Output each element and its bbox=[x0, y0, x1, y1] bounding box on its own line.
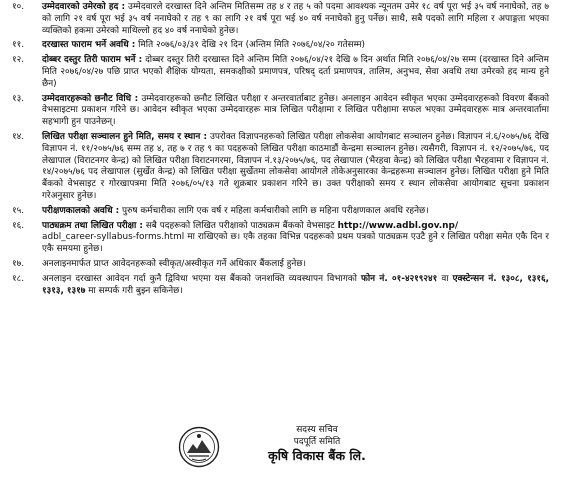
item-number: १६. bbox=[12, 220, 25, 231]
item-number: १०. bbox=[12, 2, 25, 12]
item-heading: उम्मेदवारहरूको छनौट विधि : bbox=[42, 93, 139, 104]
notice-item-15 bbox=[12, 206, 549, 218]
notice-item-17 bbox=[12, 259, 549, 271]
item-heading: परीक्षणकालको अवधि : bbox=[42, 205, 120, 216]
notice-item-12 bbox=[12, 55, 549, 90]
item-heading: उम्मेदवारको उमेरको हद : bbox=[42, 2, 126, 12]
item-text: मिति २०७६/०३/३१ देखि २१ दिन (अन्तिम मिति २०७६/०४/२० गतेसम्म) bbox=[138, 40, 366, 51]
item-text-or: वा bbox=[441, 273, 449, 284]
item-number: १४. bbox=[12, 131, 25, 142]
bank-seal-logo-icon bbox=[178, 426, 220, 468]
item-heading: लिखित परीक्षा सञ्चालन हुने मिति, समय र स्थान : bbox=[42, 131, 208, 142]
item-number: १३. bbox=[12, 93, 25, 104]
item-text-after: मा सम्पर्क गरी बुझ्न सकिनेछ। bbox=[88, 285, 183, 296]
item-text: अनलाइन दरखास्त आवेदन गर्दा कुनै द्विविधा भएमा यस बैंकको जनशक्ति व्यवस्थापन विभागको bbox=[42, 273, 357, 284]
notice-item-11 bbox=[12, 40, 549, 52]
item-heading: दरखास्त फाराम भर्ने अवधि : bbox=[42, 40, 136, 51]
signature-block bbox=[178, 424, 418, 476]
bank-name: कृषि विकास बैंक लि. bbox=[268, 448, 366, 463]
item-number: १५. bbox=[12, 205, 25, 216]
notice-item-13 bbox=[12, 94, 549, 129]
item-number: १७. bbox=[12, 258, 25, 269]
committee-name: पदपूर्ति समिति bbox=[293, 437, 341, 447]
notice-item-18 bbox=[12, 274, 549, 298]
item-text: उम्मेदवारहरूको छनौट लिखित परीक्षा र अन्तरवार्ताबाट हुनेछ। अनलाइन आवेदन स्वीकृत भएका उम्मेदवारहरूको विवरण बैंकको वेभसाइटमा प्रकाशन गरिने छ। आवेदन स्वीकृत भएका उम्मेदवारहरू मात्र लिखित परीक्षामा र लिखित परीक्षामा सफल भएका उम्मेदवारहरू मात्र अन्तरवार्तामा सहभागी हुन पाउनेछन्। bbox=[42, 93, 549, 128]
syllabus-link-path[interactable]: adbl_career-syllabus-forms.html bbox=[42, 232, 185, 243]
item-text: अनलाइनमार्फत प्राप्त आवेदनहरूको स्वीकृत/अस्वीकृत गर्ने अधिकार बैंकलाई हुनेछ। bbox=[42, 258, 306, 269]
item-number: १८. bbox=[12, 273, 25, 284]
item-text: दोब्बर दस्तुर तिरी दरखास्त दिने अन्तिम मिति २०७६/०४/२१ देखि ७ दिन अर्थात मिति २०७६/०४/२७ सम्म (दरखास्त दिने अन्तिम मिति २०७६/०४/२७ पछि प्राप्त भएको शैक्षिक योग्यता, समकक्षीको प्रमाणपत्र, परिषद् दर्ता प्रमाणपत्र, तालिम, अनुभव, सेवा अवधि तथा उमेरको हद मान्य हुने छैन) bbox=[42, 55, 549, 89]
item-text: उम्मेदवारले दरखास्त दिने अन्तिम मितिसम्म तह ४ र तह ५ को पदमा आवश्यक न्यूनतम उमेर १८ वर्ष पूरा भई ३५ वर्ष ननाघेको, तह ७ को लागि २१ वर्ष पूरा भई ३५ वर्ष ननाघेको र तह ९ का लागि २१ वर्ष पूरा भई ४० वर्ष ननाघेको हुनु पर्नेछ। साथै, सबै पदको लागि महिला र अपाङ्गता भएका व्यक्तिको हकमा उमेरको माथिल्लो हद ४० वर्ष ननाघेको हुनेछ। bbox=[42, 2, 549, 36]
item-text: सबै पदहरूको लिखित परीक्षाको पाठ्यक्रम बैंकको वेभसाइट bbox=[145, 220, 335, 231]
item-text: पुरुष कर्मचारीका लागि एक वर्ष र महिला कर्मचारीको लागि छ महिना परीक्षणकाल अवधि रहनेछ। bbox=[122, 205, 429, 216]
signatory-title: सदस्य सचिव bbox=[296, 425, 338, 435]
item-heading: दोब्बर दस्तुर तिरी फाराम भर्ने : bbox=[42, 55, 143, 66]
phone-number: फोन नं. ०१-४२१९२४१ bbox=[361, 273, 438, 284]
item-text: उपरोक्त विज्ञापनहरूको लिखित परीक्षा लोकसेवा आयोगबाट सञ्चालन हुनेछ। विज्ञापन नं.६/२०७५/७६ देखि विज्ञापन नं. ११/२०७५/७६ सम्म तह ४, तह ७ र तह ९ का पदहरूको लिखित परीक्षा काठमाडौं केन्द्रमा सञ्चालन हुनेछ। त्यसैगरी, विज्ञापन नं. १२/२०७५/७६, पद लेखापाल (विराटनगर केन्द्र) को लिखित परीक्षा विराटनगरमा, विज्ञापन नं.१३/२०७५/७६, पद लेखापाल (भैरहवा केन्द्र) को लिखित परीक्षा भैरहवामा र विज्ञापन नं. १४/२०७५/७६ पद लेखापाल (सुर्खेत केन्द्र) को लिखित परीक्षा सुर्खेतमा लोकसेवा आयोगले तोकेअनुसारका केन्द्रहरूमा सञ्चालन हुनेछ। लिखित परीक्षा हुने मिति बैंकको वेभसाइट र गोरखापत्रमा मिति २०७६/०५/१३ गते शुक्रबार प्रकाशन गरिने छ। उक्त परीक्षाको समय र स्थान लोकसेवा आयोगबाट सूचना प्रकाशन गरेअनुसार हुनेछ। bbox=[42, 131, 549, 201]
notice-item-10 bbox=[12, 2, 549, 37]
extension-numbers: एक्स्टेन्सन नं. १३०८, १३१६, १३१३, १३१७ bbox=[42, 273, 549, 296]
item-text-after: मा राखिएको छ। एकै तहका विभिन्न पदहरूको प्रथम पत्रको पाठ्यक्रम एउटै हुने र लिखित परीक्षा समेत एकै दिन र एकै समयमा हुनेछ। bbox=[42, 232, 549, 255]
item-number: १२. bbox=[12, 55, 25, 66]
item-heading: पाठ्यक्रम तथा लिखित परीक्षा : bbox=[42, 220, 143, 231]
syllabus-link[interactable]: http://www.adbl.gov.np/ bbox=[337, 220, 459, 231]
notice-item-14 bbox=[12, 132, 549, 203]
item-number: ११. bbox=[12, 40, 25, 51]
notice-item-16 bbox=[12, 221, 549, 256]
